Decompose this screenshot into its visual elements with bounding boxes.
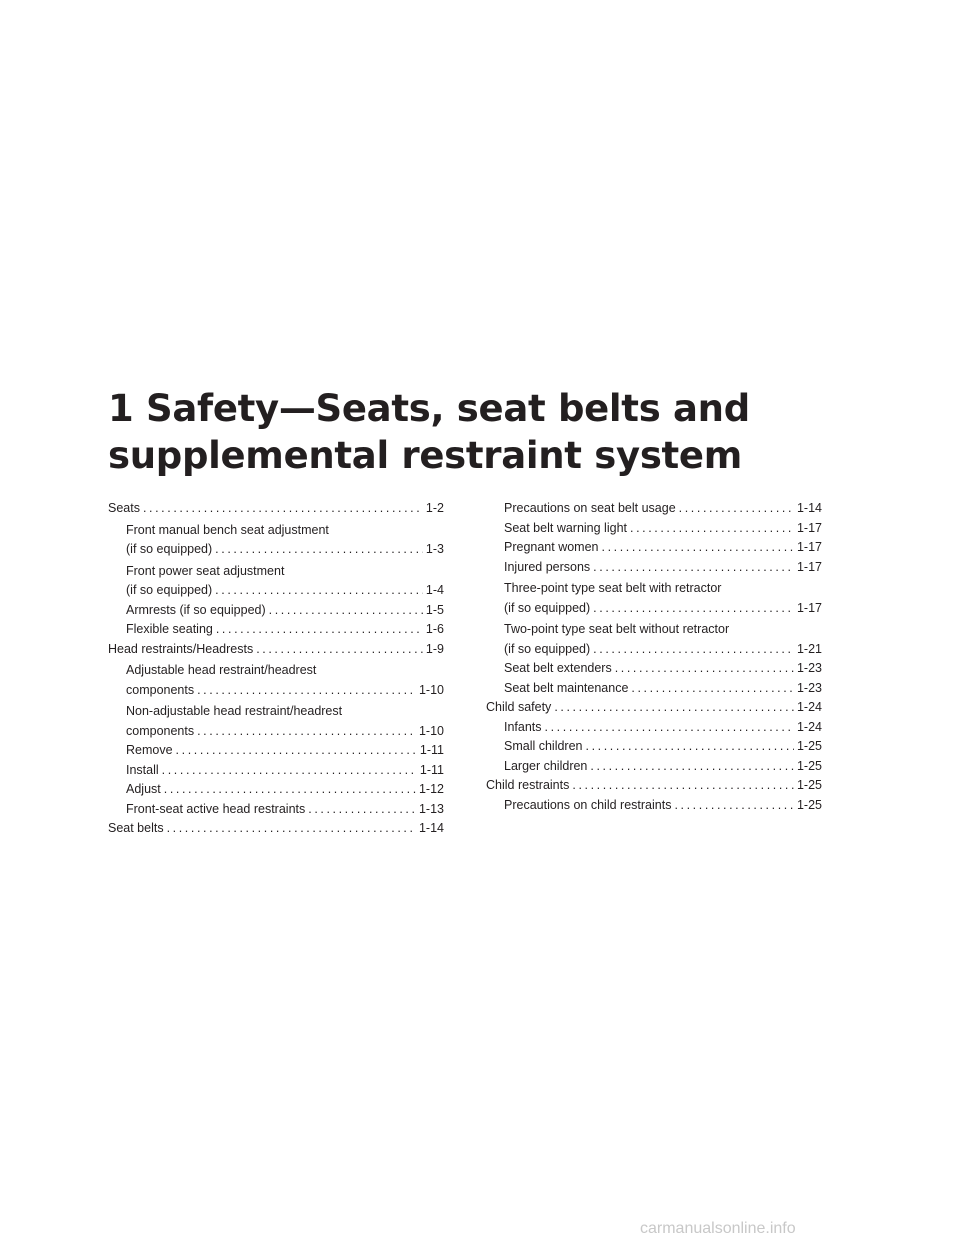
toc-entry[interactable] [504,718,822,738]
toc-entry[interactable] [486,698,822,718]
toc-entry-label: Head restraints/Headrests [108,641,254,656]
toc-entry-page-number: 1-24 [796,719,822,734]
dot-leader [197,681,416,701]
toc-entry-label: Adjust [126,782,161,796]
dot-leader [162,761,417,781]
dot-leader [590,757,794,777]
toc-entry-label: (if so equipped) [504,600,591,615]
toc-entry[interactable] [504,620,822,659]
toc-entry-label: Infants [504,719,542,734]
toc-entry-page-number: 1-21 [796,641,822,656]
toc-entry-label: Larger children [504,758,588,773]
dot-leader [167,819,416,839]
toc-entry-label: Seat belts [108,821,164,835]
toc-entry-page-number: 1-10 [418,682,444,697]
dot-leader [586,737,794,757]
toc-entry[interactable] [126,661,444,700]
dot-leader [602,538,794,558]
toc-entry-title-line: Front manual bench seat adjustment [126,522,329,537]
dot-leader [308,800,416,820]
toc-entry-label: Pregnant women [504,540,599,554]
chapter-title-line-1: 1 Safety—Seats, seat belts and [108,386,750,430]
toc-entry-label: Seat belt extenders [504,661,612,675]
toc-entry-label: Precautions on seat belt usage [504,501,676,515]
toc-entry-page-number: 1-17 [796,559,822,574]
toc-entry[interactable] [504,757,822,777]
toc-entry[interactable] [126,780,444,800]
toc-entry-title-line: Two-point type seat belt without retractor [504,622,730,636]
toc-entry[interactable] [504,538,822,558]
toc-entry-page-number: 1-25 [796,758,822,773]
toc-entry-page-number: 1-17 [796,540,822,554]
toc-entry-label: components [126,723,195,738]
toc-entry-page-number: 1-3 [425,542,444,556]
toc-entry-page-number: 1-11 [419,743,444,757]
toc-entry[interactable] [504,579,822,618]
dot-leader [215,581,423,601]
toc-left-column [108,499,444,839]
toc-entry-page-number: 1-25 [796,739,822,753]
toc-entry[interactable] [486,776,822,796]
toc-entry-label: Child safety [486,700,552,714]
toc-entry[interactable] [504,519,822,539]
toc-entry[interactable] [504,499,822,519]
dot-leader [615,659,794,679]
toc-entry[interactable] [504,737,822,757]
toc-entry[interactable] [504,679,822,699]
toc-right-column [486,499,822,815]
toc-entry-label: Seat belt warning light [504,520,627,535]
toc-entry-page-number: 1-14 [418,821,444,835]
toc-entry-page-number: 1-11 [419,762,444,777]
toc-entry-page-number: 1-2 [425,501,444,515]
toc-entry-label: Seats [108,501,140,515]
toc-entry[interactable] [126,761,444,781]
toc-entry[interactable] [504,796,822,816]
toc-entry[interactable] [108,499,444,519]
toc-entry[interactable] [126,741,444,761]
toc-entry[interactable] [504,558,822,578]
toc-entry-page-number: 1-10 [418,723,444,738]
toc-entry[interactable] [126,562,444,601]
dot-leader [216,620,423,640]
toc-entry-label: Install [126,762,159,777]
dot-leader [593,599,794,619]
dot-leader [679,499,794,519]
dot-leader [197,722,416,742]
toc-entry-page-number: 1-12 [418,782,444,796]
dot-leader [215,540,423,560]
toc-entry-page-number: 1-25 [796,778,822,792]
toc-entry-page-number: 1-23 [796,680,822,695]
toc-entry[interactable] [126,702,444,741]
toc-entry-page-number: 1-13 [418,801,444,816]
toc-entry-page-number: 1-5 [425,602,444,617]
dot-leader [572,776,794,796]
toc-entry-label: Armrests (if so equipped) [126,602,266,617]
dot-leader [631,679,794,699]
chapter-title-line-2: supplemental restraint system [108,433,742,477]
toc-entry-page-number: 1-23 [796,661,822,675]
dot-leader [269,601,423,621]
toc-entry-page-number: 1-6 [425,622,444,636]
toc-entry-page-number: 1-9 [425,641,444,656]
toc-entry-label: (if so equipped) [504,641,591,656]
toc-entry-label: Front-seat active head restraints [126,801,306,816]
dot-leader [256,640,423,660]
toc-entry-label: (if so equipped) [126,542,213,556]
toc-entry[interactable] [126,620,444,640]
dot-leader [593,640,794,660]
dot-leader [143,499,423,519]
dot-leader [630,519,794,539]
toc-entry[interactable] [126,800,444,820]
toc-entry[interactable] [126,521,444,560]
toc-entry-label: (if so equipped) [126,583,213,597]
toc-entry[interactable] [108,819,444,839]
toc-entry-label: Child restraints [486,778,570,792]
toc-entry-page-number: 1-25 [796,797,822,812]
toc-entry[interactable] [126,601,444,621]
toc-entry-page-number: 1-24 [796,700,822,714]
toc-entry-label: Flexible seating [126,622,213,636]
dot-leader [593,558,794,578]
footer-watermark: carmanualsonline.info [640,1220,796,1237]
toc-entry-title-line: Front power seat adjustment [126,563,285,578]
toc-entry-title-line: Non-adjustable head restraint/headrest [126,704,343,718]
chapter-title [108,385,868,479]
toc-entry-title-line: Adjustable head restraint/headrest [126,663,317,677]
toc-entry-label: Injured persons [504,559,591,574]
toc-entry[interactable] [108,640,444,660]
toc-entry-label: Seat belt maintenance [504,680,629,695]
dot-leader [554,698,794,718]
dot-leader [674,796,794,816]
toc-entry-page-number: 1-14 [796,501,822,515]
toc-entry-label: Remove [126,743,173,757]
toc-entry-label: Small children [504,739,583,753]
toc-entry-page-number: 1-17 [796,520,822,535]
toc-entry-title-line: Three-point type seat belt with retractor [504,581,722,595]
toc-entry-label: Precautions on child restraints [504,797,672,812]
toc-entry-label: components [126,682,195,697]
toc-entry-page-number: 1-17 [796,600,822,615]
dot-leader [164,780,416,800]
dot-leader [176,741,417,761]
toc-entry[interactable] [504,659,822,679]
dot-leader [545,718,794,738]
toc-entry-page-number: 1-4 [425,583,444,597]
